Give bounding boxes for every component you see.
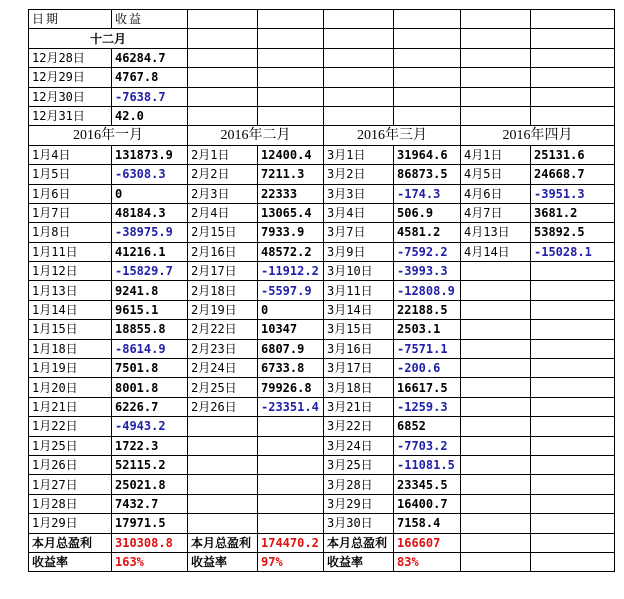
date-cell[interactable]: 2月22日 xyxy=(188,320,258,339)
empty-cell[interactable] xyxy=(258,48,324,67)
date-cell[interactable]: 3月15日 xyxy=(324,320,394,339)
empty-cell[interactable] xyxy=(324,10,394,29)
empty-cell[interactable] xyxy=(394,48,461,67)
empty-cell[interactable] xyxy=(461,262,531,281)
profit-cell[interactable]: -15028.1 xyxy=(531,242,615,261)
date-cell[interactable]: 4月7日 xyxy=(461,203,531,222)
date-cell[interactable]: 1月25日 xyxy=(29,436,112,455)
profit-cell[interactable]: -7571.1 xyxy=(394,339,461,358)
profit-cell[interactable]: -200.6 xyxy=(394,359,461,378)
date-cell[interactable]: 1月11日 xyxy=(29,242,112,261)
table-row xyxy=(29,145,615,164)
empty-cell[interactable] xyxy=(258,475,324,494)
profit-cell[interactable]: 3681.2 xyxy=(531,203,615,222)
empty-cell[interactable] xyxy=(461,397,531,416)
profit-cell[interactable]: 6852 xyxy=(394,417,461,436)
date-cell[interactable]: 1月26日 xyxy=(29,455,112,474)
table-row xyxy=(29,223,615,242)
month-title-row xyxy=(29,126,615,145)
empty-cell[interactable] xyxy=(531,106,615,125)
profit-cell[interactable]: 42.0 xyxy=(112,106,188,125)
empty-cell[interactable] xyxy=(461,494,531,513)
profit-cell[interactable]: -1259.3 xyxy=(394,397,461,416)
empty-cell[interactable] xyxy=(461,514,531,533)
empty-cell[interactable] xyxy=(531,300,615,319)
empty-cell[interactable] xyxy=(188,436,258,455)
empty-cell[interactable] xyxy=(461,552,531,571)
table-row xyxy=(29,203,615,222)
empty-cell[interactable] xyxy=(188,494,258,513)
date-cell[interactable]: 12月30日 xyxy=(29,87,112,106)
date-cell[interactable]: 1月12日 xyxy=(29,262,112,281)
date-cell[interactable]: 2月24日 xyxy=(188,359,258,378)
empty-cell[interactable] xyxy=(461,300,531,319)
empty-cell[interactable] xyxy=(258,68,324,87)
empty-cell[interactable] xyxy=(461,436,531,455)
date-cell[interactable]: 1月13日 xyxy=(29,281,112,300)
date-cell[interactable]: 2月2日 xyxy=(188,165,258,184)
table-row xyxy=(29,397,615,416)
empty-cell[interactable] xyxy=(188,514,258,533)
rate-label[interactable]: 收益率 xyxy=(29,552,112,571)
total-row xyxy=(29,533,615,552)
profit-cell[interactable]: 7158.4 xyxy=(394,514,461,533)
profit-cell[interactable]: 13065.4 xyxy=(258,203,324,222)
empty-cell[interactable] xyxy=(324,106,394,125)
profit-cell[interactable]: 7933.9 xyxy=(258,223,324,242)
profit-cell[interactable]: 9615.1 xyxy=(112,300,188,319)
profit-cell[interactable]: 52115.2 xyxy=(112,455,188,474)
empty-cell[interactable] xyxy=(531,494,615,513)
date-cell[interactable]: 3月4日 xyxy=(324,203,394,222)
empty-cell[interactable] xyxy=(394,87,461,106)
table-row xyxy=(29,165,615,184)
profit-cell[interactable]: 48184.3 xyxy=(112,203,188,222)
date-cell[interactable]: 3月21日 xyxy=(324,397,394,416)
table-row xyxy=(29,242,615,261)
empty-cell[interactable] xyxy=(531,29,615,48)
profit-cell[interactable]: -3993.3 xyxy=(394,262,461,281)
empty-cell[interactable] xyxy=(461,48,531,67)
empty-cell[interactable] xyxy=(531,436,615,455)
profit-cell[interactable]: 6807.9 xyxy=(258,339,324,358)
date-cell[interactable]: 3月18日 xyxy=(324,378,394,397)
empty-cell[interactable] xyxy=(461,455,531,474)
table-row xyxy=(29,359,615,378)
profit-cell[interactable]: -23351.4 xyxy=(258,397,324,416)
empty-cell[interactable] xyxy=(531,552,615,571)
empty-cell[interactable] xyxy=(461,10,531,29)
total-label[interactable]: 本月总盈利 xyxy=(324,533,394,552)
profit-cell[interactable]: 16400.7 xyxy=(394,494,461,513)
empty-cell[interactable] xyxy=(531,514,615,533)
empty-cell[interactable] xyxy=(188,455,258,474)
profit-cell[interactable]: -5597.9 xyxy=(258,281,324,300)
empty-cell[interactable] xyxy=(324,68,394,87)
profit-cell[interactable]: 2503.1 xyxy=(394,320,461,339)
empty-cell[interactable] xyxy=(258,106,324,125)
date-cell[interactable]: 3月24日 xyxy=(324,436,394,455)
table-row xyxy=(29,48,615,67)
profit-cell[interactable]: 41216.1 xyxy=(112,242,188,261)
empty-cell[interactable] xyxy=(258,417,324,436)
date-cell[interactable]: 3月16日 xyxy=(324,339,394,358)
profit-cell[interactable]: 10347 xyxy=(258,320,324,339)
empty-cell[interactable] xyxy=(461,106,531,125)
profit-cell[interactable]: 86873.5 xyxy=(394,165,461,184)
profit-cell[interactable]: 25131.6 xyxy=(531,145,615,164)
date-cell[interactable]: 1月29日 xyxy=(29,514,112,533)
empty-cell[interactable] xyxy=(461,320,531,339)
date-cell[interactable]: 1月7日 xyxy=(29,203,112,222)
date-cell[interactable]: 1月18日 xyxy=(29,339,112,358)
empty-cell[interactable] xyxy=(461,378,531,397)
empty-cell[interactable] xyxy=(188,29,258,48)
empty-cell[interactable] xyxy=(188,68,258,87)
date-cell[interactable]: 1月8日 xyxy=(29,223,112,242)
date-cell[interactable]: 4月13日 xyxy=(461,223,531,242)
empty-cell[interactable] xyxy=(258,87,324,106)
date-cell[interactable]: 12月29日 xyxy=(29,68,112,87)
date-cell[interactable]: 4月14日 xyxy=(461,242,531,261)
profit-cell[interactable]: -174.3 xyxy=(394,184,461,203)
empty-cell[interactable] xyxy=(394,29,461,48)
profit-cell[interactable]: 24668.7 xyxy=(531,165,615,184)
table-row xyxy=(29,262,615,281)
date-cell[interactable]: 2月15日 xyxy=(188,223,258,242)
profit-cell[interactable]: -6308.3 xyxy=(112,165,188,184)
date-cell[interactable]: 4月1日 xyxy=(461,145,531,164)
profit-cell[interactable]: -3951.3 xyxy=(531,184,615,203)
empty-cell[interactable] xyxy=(394,10,461,29)
profit-cell[interactable]: 0 xyxy=(112,184,188,203)
profit-cell[interactable]: 23345.5 xyxy=(394,475,461,494)
date-cell[interactable]: 2月4日 xyxy=(188,203,258,222)
total-value[interactable]: 166607 xyxy=(394,533,461,552)
profit-cell[interactable]: 46284.7 xyxy=(112,48,188,67)
date-cell[interactable]: 2月26日 xyxy=(188,397,258,416)
table-row xyxy=(29,455,615,474)
date-cell[interactable]: 2月23日 xyxy=(188,339,258,358)
empty-cell[interactable] xyxy=(531,10,615,29)
empty-cell[interactable] xyxy=(188,475,258,494)
empty-cell[interactable] xyxy=(531,533,615,552)
rate-value[interactable]: 97% xyxy=(258,552,324,571)
empty-cell[interactable] xyxy=(461,87,531,106)
empty-cell[interactable] xyxy=(258,514,324,533)
profit-cell[interactable]: 18855.8 xyxy=(112,320,188,339)
total-value[interactable]: 310308.8 xyxy=(112,533,188,552)
date-cell[interactable]: 12月28日 xyxy=(29,48,112,67)
date-cell[interactable]: 1月5日 xyxy=(29,165,112,184)
date-cell[interactable]: 3月3日 xyxy=(324,184,394,203)
empty-cell[interactable] xyxy=(531,378,615,397)
date-cell[interactable]: 1月4日 xyxy=(29,145,112,164)
profit-cell[interactable]: 22188.5 xyxy=(394,300,461,319)
date-cell[interactable]: 12月31日 xyxy=(29,106,112,125)
date-cell[interactable]: 3月17日 xyxy=(324,359,394,378)
table-row xyxy=(29,417,615,436)
table-row xyxy=(29,514,615,533)
profit-cell[interactable]: 12400.4 xyxy=(258,145,324,164)
profit-cell[interactable]: -12808.9 xyxy=(394,281,461,300)
profit-cell[interactable]: 1722.3 xyxy=(112,436,188,455)
date-cell[interactable]: 2月18日 xyxy=(188,281,258,300)
empty-cell[interactable] xyxy=(188,87,258,106)
empty-cell[interactable] xyxy=(461,475,531,494)
profit-cell[interactable]: 7211.3 xyxy=(258,165,324,184)
empty-cell[interactable] xyxy=(258,436,324,455)
date-cell[interactable]: 2月16日 xyxy=(188,242,258,261)
date-cell[interactable]: 3月22日 xyxy=(324,417,394,436)
empty-cell[interactable] xyxy=(258,455,324,474)
profit-cell[interactable]: 7501.8 xyxy=(112,359,188,378)
table-row xyxy=(29,436,615,455)
empty-cell[interactable] xyxy=(531,397,615,416)
total-label[interactable]: 本月总盈利 xyxy=(29,533,112,552)
table-row xyxy=(29,68,615,87)
date-cell[interactable]: 3月2日 xyxy=(324,165,394,184)
profit-cell[interactable]: -8614.9 xyxy=(112,339,188,358)
empty-cell[interactable] xyxy=(258,10,324,29)
table-row xyxy=(29,281,615,300)
month-title[interactable]: 2016年一月 xyxy=(29,126,188,145)
profit-cell[interactable]: 7432.7 xyxy=(112,494,188,513)
table-row xyxy=(29,475,615,494)
empty-cell[interactable] xyxy=(324,87,394,106)
empty-cell[interactable] xyxy=(461,339,531,358)
profit-cell[interactable]: -7638.7 xyxy=(112,87,188,106)
date-cell[interactable]: 1月14日 xyxy=(29,300,112,319)
empty-cell[interactable] xyxy=(188,10,258,29)
rate-label[interactable]: 收益率 xyxy=(188,552,258,571)
table-row xyxy=(29,378,615,397)
date-cell[interactable]: 1月6日 xyxy=(29,184,112,203)
empty-cell[interactable] xyxy=(461,533,531,552)
profit-cell[interactable]: 6226.7 xyxy=(112,397,188,416)
profit-cell[interactable]: 22333 xyxy=(258,184,324,203)
empty-cell[interactable] xyxy=(461,417,531,436)
date-cell[interactable]: 3月14日 xyxy=(324,300,394,319)
total-label[interactable]: 本月总盈利 xyxy=(188,533,258,552)
empty-cell[interactable] xyxy=(324,29,394,48)
empty-cell[interactable] xyxy=(531,417,615,436)
date-cell[interactable]: 4月6日 xyxy=(461,184,531,203)
profit-cell[interactable]: 25021.8 xyxy=(112,475,188,494)
profit-cell[interactable]: 0 xyxy=(258,300,324,319)
table-row xyxy=(29,184,615,203)
rate-row xyxy=(29,552,615,571)
profit-column-header[interactable]: 收益 xyxy=(112,10,188,29)
empty-cell[interactable] xyxy=(531,87,615,106)
empty-cell[interactable] xyxy=(188,48,258,67)
date-cell[interactable]: 3月1日 xyxy=(324,145,394,164)
month-title[interactable]: 2016年三月 xyxy=(324,126,461,145)
date-cell[interactable]: 1月15日 xyxy=(29,320,112,339)
empty-cell[interactable] xyxy=(394,106,461,125)
table-row xyxy=(29,320,615,339)
empty-cell[interactable] xyxy=(531,359,615,378)
profit-cell[interactable]: 4581.2 xyxy=(394,223,461,242)
date-cell[interactable]: 3月25日 xyxy=(324,455,394,474)
empty-cell[interactable] xyxy=(188,106,258,125)
rate-value[interactable]: 83% xyxy=(394,552,461,571)
month-title[interactable]: 2016年二月 xyxy=(188,126,324,145)
date-cell[interactable]: 4月5日 xyxy=(461,165,531,184)
date-cell[interactable]: 1月21日 xyxy=(29,397,112,416)
date-cell[interactable]: 3月7日 xyxy=(324,223,394,242)
empty-cell[interactable] xyxy=(394,68,461,87)
profit-cell[interactable]: -11912.2 xyxy=(258,262,324,281)
date-cell[interactable]: 1月22日 xyxy=(29,417,112,436)
empty-cell[interactable] xyxy=(324,48,394,67)
empty-cell[interactable] xyxy=(461,29,531,48)
empty-cell[interactable] xyxy=(531,68,615,87)
empty-cell[interactable] xyxy=(531,455,615,474)
profit-cell[interactable]: 9241.8 xyxy=(112,281,188,300)
empty-cell[interactable] xyxy=(531,339,615,358)
date-cell[interactable]: 2月3日 xyxy=(188,184,258,203)
empty-cell[interactable] xyxy=(461,68,531,87)
profit-cell[interactable]: 506.9 xyxy=(394,203,461,222)
date-cell[interactable]: 1月28日 xyxy=(29,494,112,513)
profit-cell[interactable]: -38975.9 xyxy=(112,223,188,242)
profit-cell[interactable]: -4943.2 xyxy=(112,417,188,436)
rate-label[interactable]: 收益率 xyxy=(324,552,394,571)
date-cell[interactable]: 2月25日 xyxy=(188,378,258,397)
profit-cell[interactable]: 48572.2 xyxy=(258,242,324,261)
empty-cell[interactable] xyxy=(258,494,324,513)
month-title[interactable]: 2016年四月 xyxy=(461,126,615,145)
date-cell[interactable]: 3月11日 xyxy=(324,281,394,300)
profit-cell[interactable]: 17971.5 xyxy=(112,514,188,533)
profit-cell[interactable]: 53892.5 xyxy=(531,223,615,242)
empty-cell[interactable] xyxy=(531,48,615,67)
empty-cell[interactable] xyxy=(531,262,615,281)
empty-cell[interactable] xyxy=(461,281,531,300)
empty-cell[interactable] xyxy=(531,320,615,339)
table-row xyxy=(29,300,615,319)
december-title[interactable]: 十二月 xyxy=(29,29,188,48)
header-row xyxy=(29,10,615,29)
empty-cell[interactable] xyxy=(461,359,531,378)
table-row xyxy=(29,87,615,106)
profit-cell[interactable]: 6733.8 xyxy=(258,359,324,378)
profit-cell[interactable]: 16617.5 xyxy=(394,378,461,397)
spreadsheet-table xyxy=(28,9,615,572)
december-title-row xyxy=(29,29,615,48)
profit-cell[interactable]: 8001.8 xyxy=(112,378,188,397)
date-column-header[interactable]: 日期 xyxy=(29,10,112,29)
date-cell[interactable]: 3月28日 xyxy=(324,475,394,494)
date-cell[interactable]: 3月9日 xyxy=(324,242,394,261)
empty-cell[interactable] xyxy=(531,281,615,300)
date-cell[interactable]: 3月29日 xyxy=(324,494,394,513)
date-cell[interactable]: 1月27日 xyxy=(29,475,112,494)
profit-cell[interactable]: 79926.8 xyxy=(258,378,324,397)
empty-cell[interactable] xyxy=(188,417,258,436)
profit-cell[interactable]: -7703.2 xyxy=(394,436,461,455)
profit-cell[interactable]: -7592.2 xyxy=(394,242,461,261)
rate-value[interactable]: 163% xyxy=(112,552,188,571)
profit-cell[interactable]: 31964.6 xyxy=(394,145,461,164)
profit-cell[interactable]: -15829.7 xyxy=(112,262,188,281)
profit-cell[interactable]: -11081.5 xyxy=(394,455,461,474)
date-cell[interactable]: 3月10日 xyxy=(324,262,394,281)
date-cell[interactable]: 1月19日 xyxy=(29,359,112,378)
empty-cell[interactable] xyxy=(258,29,324,48)
table-row xyxy=(29,494,615,513)
table-row xyxy=(29,106,615,125)
table-row xyxy=(29,339,615,358)
date-cell[interactable]: 3月30日 xyxy=(324,514,394,533)
profit-cell[interactable]: 4767.8 xyxy=(112,68,188,87)
empty-cell[interactable] xyxy=(531,475,615,494)
date-cell[interactable]: 2月19日 xyxy=(188,300,258,319)
date-cell[interactable]: 1月20日 xyxy=(29,378,112,397)
profit-cell[interactable]: 131873.9 xyxy=(112,145,188,164)
total-value[interactable]: 174470.2 xyxy=(258,533,324,552)
date-cell[interactable]: 2月17日 xyxy=(188,262,258,281)
date-cell[interactable]: 2月1日 xyxy=(188,145,258,164)
